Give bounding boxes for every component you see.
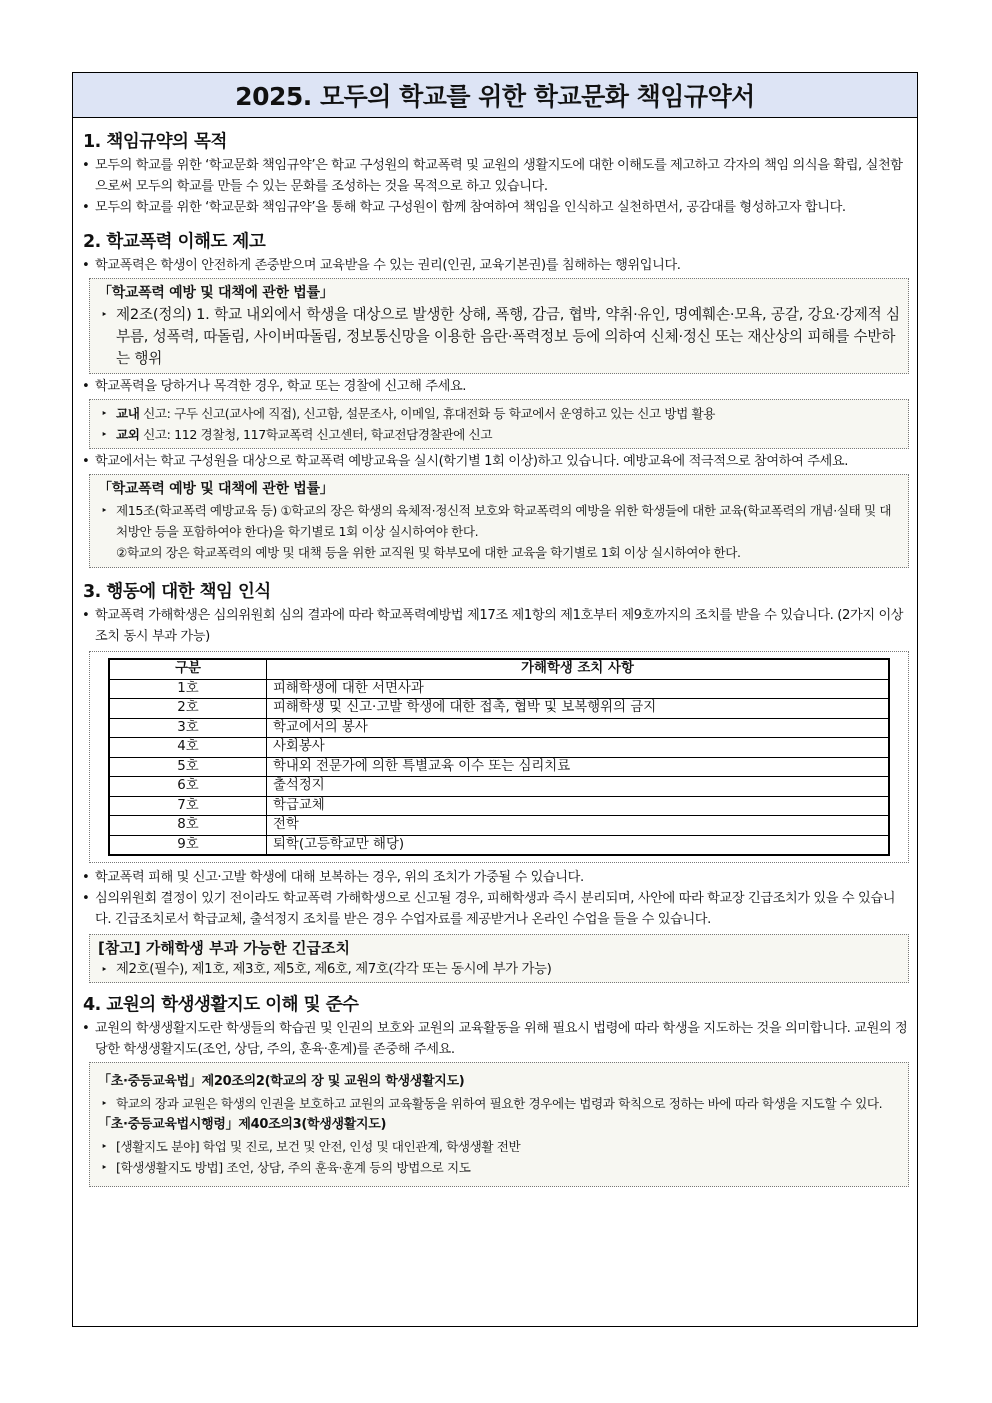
- document-frame: [72, 72, 918, 1327]
- law-box-definition: [89, 278, 909, 374]
- table-cell-measure: 학급교체: [267, 796, 890, 816]
- document-content: [73, 118, 917, 1187]
- report-outside-label: 교외: [116, 427, 140, 442]
- table-row: [109, 835, 889, 855]
- table-cell-number: 1호: [109, 679, 267, 699]
- section-3-bullet-1: • 학교폭력 가해학생은 심의위원회 심의 결과에 따라 학교폭력예방법 제17조 제1항의 제1호부터 제9호까지의 조치를 받을 수 있습니다. (2가지 이상 조치 동시 부과 가능): [81, 605, 909, 647]
- emergency-measures-title: [참고] 가해학생 부과 가능한 긴급조치: [98, 939, 350, 957]
- table-cell-measure: 학내외 전문가에 의한 특별교육 이수 또는 심리치료: [267, 757, 890, 777]
- section-4-bullet-1: • 교원의 학생생활지도란 학생들의 학습권 및 인권의 보호와 교원의 교육활동을 위해 필요시 법령에 따라 학생을 지도하는 것을 의미합니다. 교원의 정당한 학생생활지도(조언, 상담, 주의, 훈육·훈계)를 존중해 주세요.: [81, 1018, 909, 1060]
- law-guidance-text-1: ‣ 학교의 장과 교원은 학생의 인권을 보호하고 교원의 교육활동을 위하여 필요한 경우에는 법령과 학칙으로 정하는 바에 따라 학생을 지도할 수 있다.: [98, 1093, 900, 1114]
- section-2-bullet-3: • 학교에서는 학교 구성원을 대상으로 학교폭력 예방교육을 실시(학기별 1회 이상)하고 있습니다. 예방교육에 적극적으로 참여하여 주세요.: [81, 451, 909, 472]
- table-header-measure: 가해학생 조치 사항: [267, 659, 890, 679]
- report-outside-school: [98, 424, 900, 445]
- report-outside-text: 신고: 112 경찰청, 117학교폭력 신고센터, 학교전담경찰관에 신고: [139, 427, 493, 442]
- table-header-category: 구분: [109, 659, 267, 679]
- table-cell-measure: 학교에서의 봉사: [267, 718, 890, 738]
- law-box-title: 「학교폭력 예방 및 대책에 관한 법률」: [98, 481, 334, 497]
- table-row: [109, 777, 889, 797]
- report-inside-school: [98, 403, 900, 424]
- table-row: [109, 679, 889, 699]
- table-cell-measure: 피해학생에 대한 서면사과: [267, 679, 890, 699]
- table-cell-number: 9호: [109, 835, 267, 855]
- section-3-bullet-2: • 학교폭력 피해 및 신고·고발 학생에 대해 보복하는 경우, 위의 조치가 가중될 수 있습니다.: [81, 867, 909, 888]
- law-guidance-title-1: 「초·중등교육법」제20조의2(학교의 장 및 교원의 학생생활지도): [98, 1074, 465, 1089]
- section-1-bullet-2: • 모두의 학교를 위한 ‘학교문화 책임규약’을 통해 학교 구성원이 함께 참여하여 책임을 인식하고 실천하면서, 공감대를 형성하고자 합니다.: [81, 197, 909, 218]
- report-methods-box: [89, 399, 909, 449]
- law-guidance-item-1: ‣ [생활지도 분야] 학업 및 진로, 보건 및 안전, 인성 및 대인관계, 학생생활 전반: [98, 1136, 900, 1157]
- law-box-title: 「학교폭력 예방 및 대책에 관한 법률」: [98, 285, 334, 301]
- table-cell-number: 5호: [109, 757, 267, 777]
- law-article-15-clause-1: ‣ 제15조(학교폭력 예방교육 등) ①학교의 장은 학생의 육체적·정신적 보호와 학교폭력의 예방을 위한 학생들에 대한 교육(학교폭력의 개념·실태 및 대처방안 등을 포함하여야 한다)을 학기별로 1회 이상 실시하여야 한다.: [98, 500, 900, 542]
- section-2-bullet-1: • 학교폭력은 학생이 안전하게 존중받으며 교육받을 수 있는 권리(인권, 교육기본권)를 침해하는 행위입니다.: [81, 255, 909, 276]
- table-header-row: [109, 659, 889, 679]
- table-row: [109, 816, 889, 836]
- table-cell-measure: 전학: [267, 816, 890, 836]
- table-cell-measure: 피해학생 및 신고·고발 학생에 대한 접촉, 협박 및 보복행위의 금지: [267, 699, 890, 719]
- report-inside-text: 신고: 구두 신고(교사에 직접), 신고함, 설문조사, 이메일, 휴대전화 등 학교에서 운영하고 있는 신고 방법 활용: [139, 406, 716, 421]
- table-cell-number: 7호: [109, 796, 267, 816]
- law-article-15-clause-2: ②학교의 장은 학교폭력의 예방 및 대책 등을 위한 교직원 및 학부모에 대한 교육을 학기별로 1회 이상 실시하여야 한다.: [116, 545, 741, 560]
- emergency-measures-text: ‣ 제2호(필수), 제1호, 제3호, 제5호, 제6호, 제7호(각각 또는 동시에 부가 가능): [98, 959, 900, 980]
- table-cell-number: 3호: [109, 718, 267, 738]
- document-title: 2025. 모두의 학교를 위한 학교문화 책임규약서: [73, 73, 917, 118]
- table-cell-measure: 사회봉사: [267, 738, 890, 758]
- measures-table: [108, 658, 890, 856]
- measures-table-box: [89, 651, 909, 863]
- section-3-bullet-3: • 심의위원회 결정이 있기 전이라도 학교폭력 가해학생으로 신고될 경우, 피해학생과 즉시 분리되며, 사안에 따라 학교장 긴급조치가 있을 수 있습니다. 긴급조치로서 학급교체, 출석정지 조치를 받은 경우 수업자료를 제공받거나 온라인 수업을 들을 수 있습니다.: [81, 888, 909, 930]
- table-cell-number: 6호: [109, 777, 267, 797]
- section-4-heading: 4. 교원의 학생생활지도 이해 및 준수: [83, 995, 359, 1015]
- table-row: [109, 738, 889, 758]
- law-guidance-title-2: 「초·중등교육법시행령」제40조의3(학생생활지도): [98, 1117, 387, 1132]
- law-box-guidance: [89, 1062, 909, 1187]
- section-2-bullet-2: • 학교폭력을 당하거나 목격한 경우, 학교 또는 경찰에 신고해 주세요.: [81, 376, 909, 397]
- emergency-measures-box: [89, 934, 909, 983]
- section-2-heading: 2. 학교폭력 이해도 제고: [83, 232, 266, 252]
- table-row: [109, 718, 889, 738]
- table-cell-number: 2호: [109, 699, 267, 719]
- table-cell-measure: 출석정지: [267, 777, 890, 797]
- table-row: [109, 699, 889, 719]
- report-inside-label: 교내: [116, 406, 140, 421]
- law-guidance-item-2: ‣ [학생생활지도 방법] 조언, 상담, 주의 훈육·훈계 등의 방법으로 지도: [98, 1157, 900, 1178]
- law-article-2: ‣ 제2조(정의) 1. 학교 내외에서 학생을 대상으로 발생한 상해, 폭행, 감금, 협박, 약취·유인, 명예훼손·모욕, 공갈, 강요·강제적 심부름, 성폭력, 따돌림, 사이버따돌림, 정보통신망을 이용한 음란·폭력정보 등에 의하여 신체·정신 또는 재산상의 피해를 수반하는 행위: [98, 304, 900, 370]
- section-3-heading: 3. 행동에 대한 책임 인식: [83, 582, 271, 602]
- table-row: [109, 757, 889, 777]
- table-row: [109, 796, 889, 816]
- table-cell-measure: 퇴학(고등학교만 해당): [267, 835, 890, 855]
- table-cell-number: 4호: [109, 738, 267, 758]
- section-1-bullet-1: • 모두의 학교를 위한 ‘학교문화 책임규약’은 학교 구성원의 학교폭력 및 교원의 생활지도에 대한 이해도를 제고하고 각자의 책임 의식을 확립, 실천함으로써 모두의 학교를 만들 수 있는 문화를 조성하는 것을 목적으로 하고 있습니다.: [81, 155, 909, 197]
- law-box-education: [89, 474, 909, 568]
- table-cell-number: 8호: [109, 816, 267, 836]
- section-1-heading: 1. 책임규약의 목적: [83, 132, 227, 152]
